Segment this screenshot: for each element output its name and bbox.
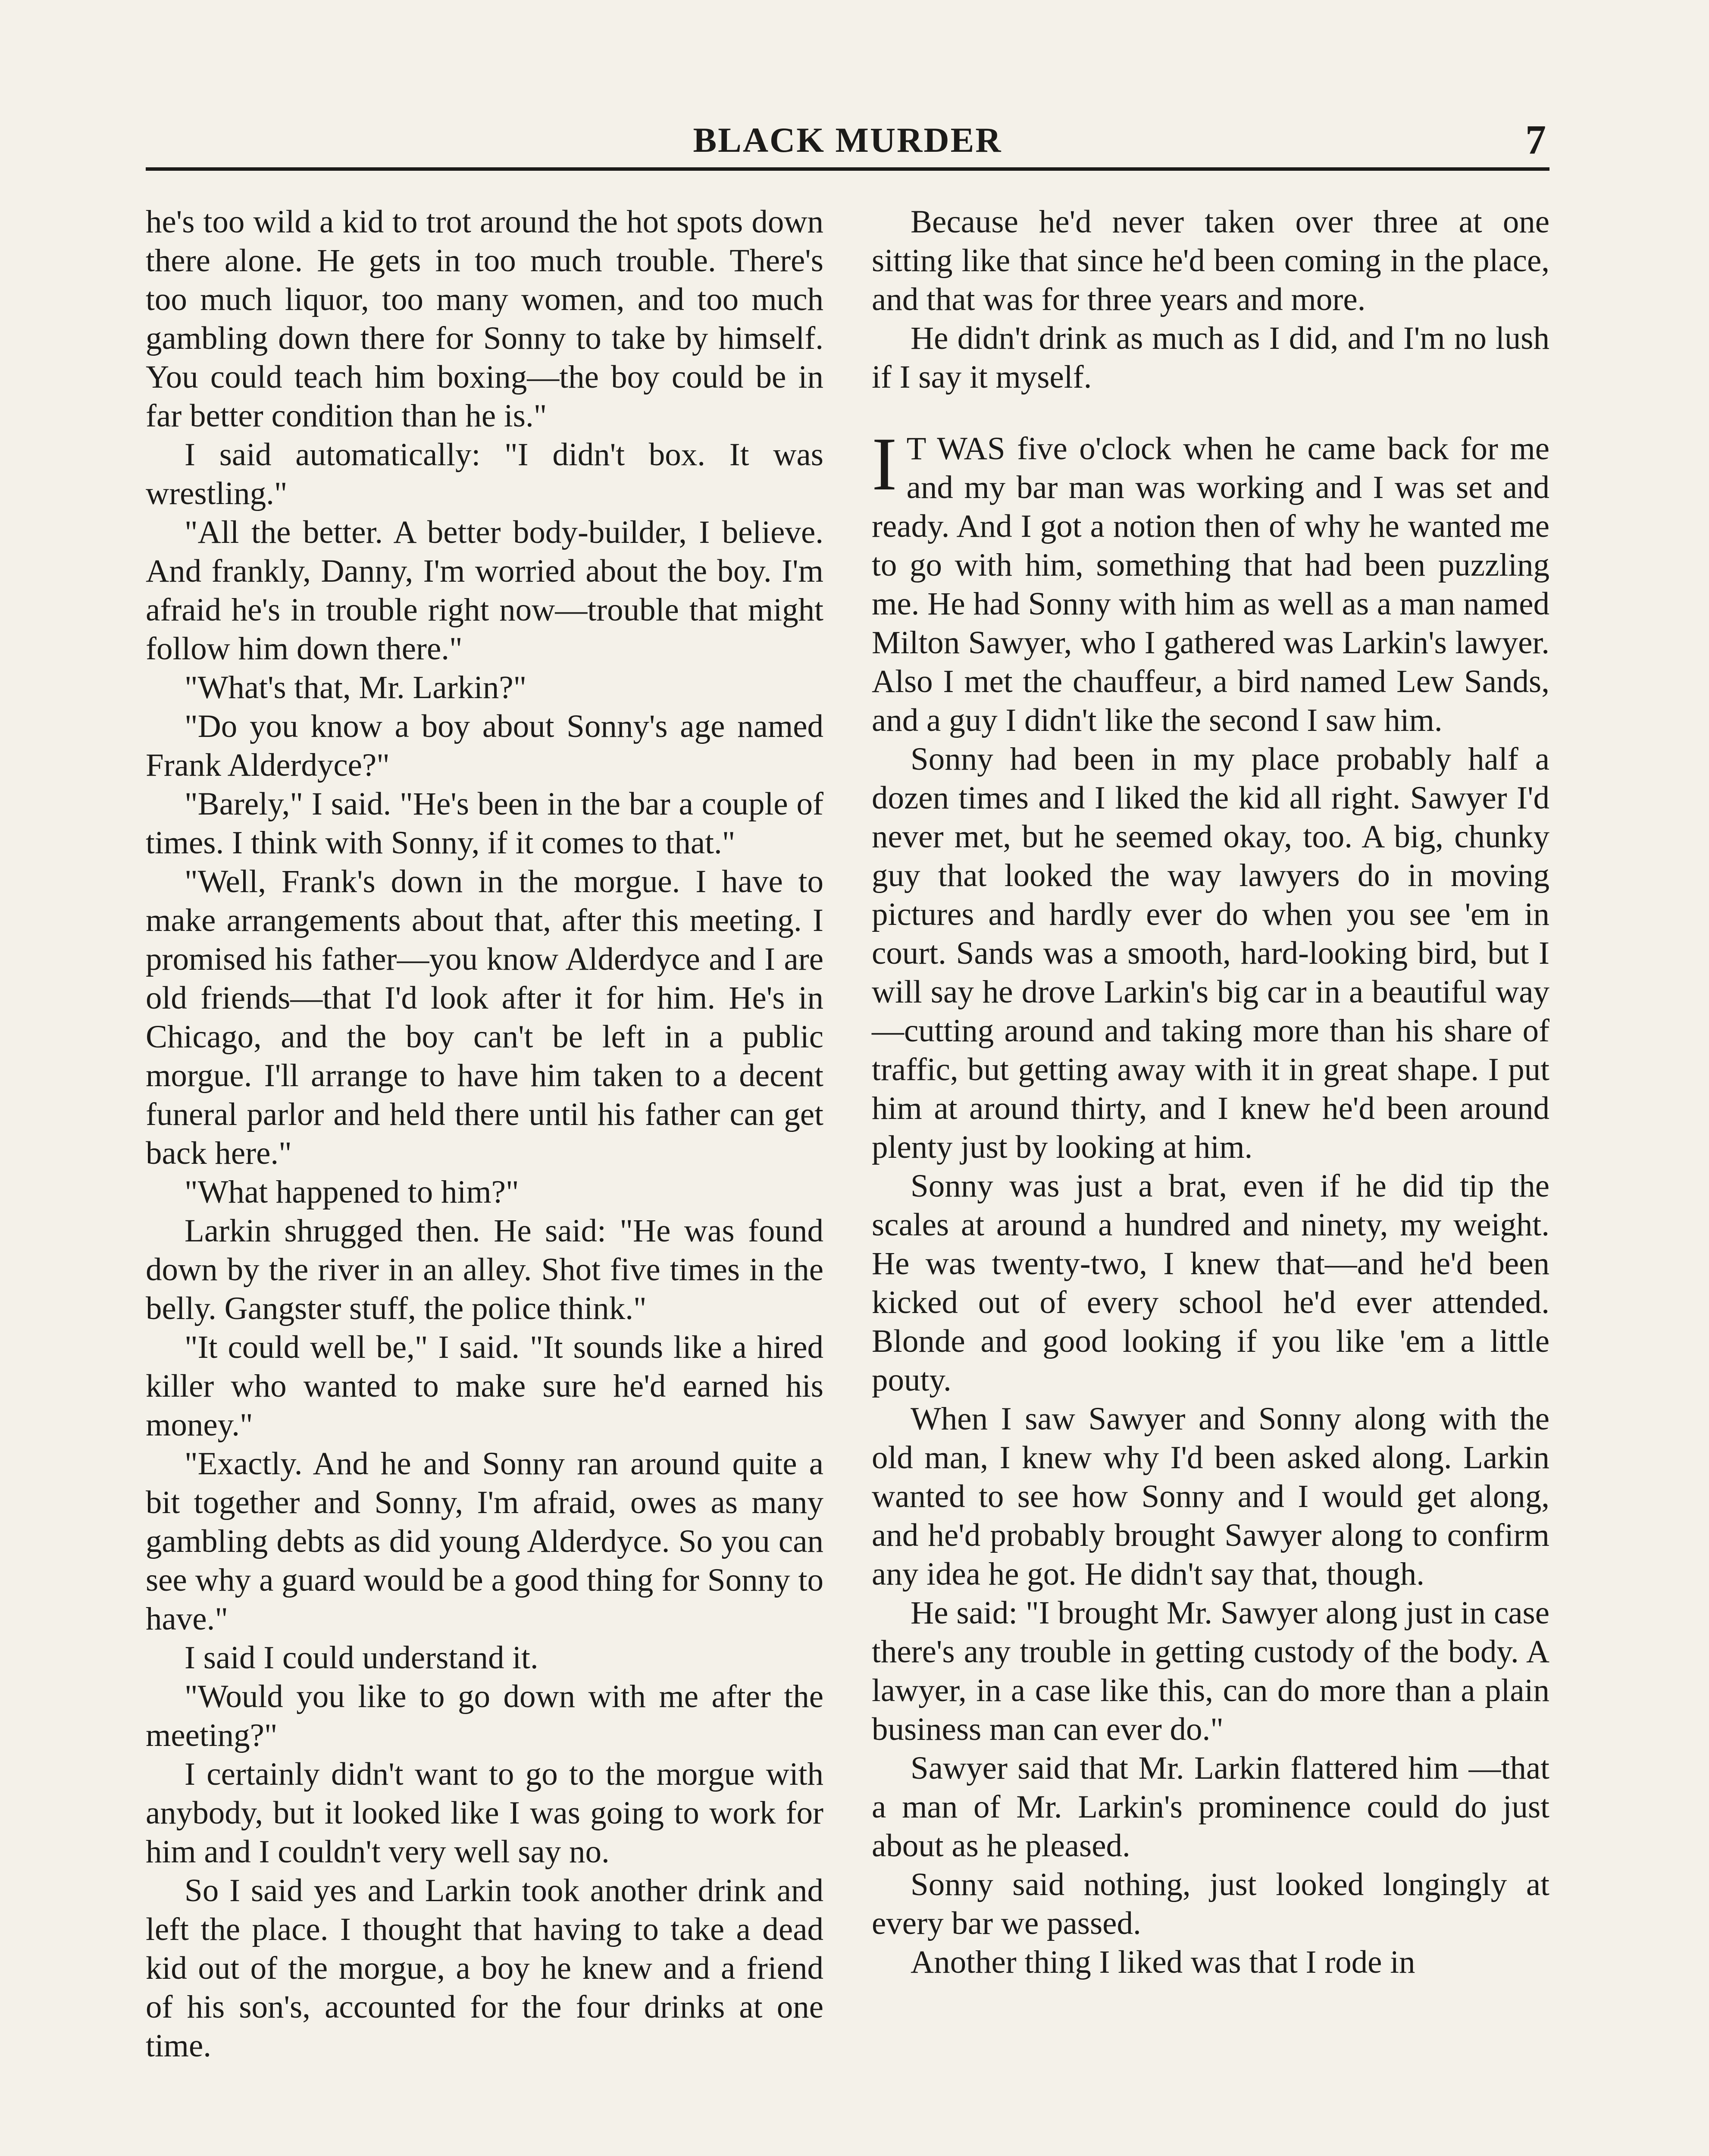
paragraph: He said: "I brought Mr. Sawyer along just in case there's any trouble in getting custody of the body. A lawyer, in a case like this, can do more than a plain business man can ever do." [872, 1595, 1549, 1747]
paragraph: Larkin shrugged then. He said: "He was found down by the river in an alley. Shot five times in the belly. Gangster stuff, the police think." [146, 1213, 823, 1326]
paragraph: "All the better. A better body-builder, I believe. And frankly, Danny, I'm worried about the boy. I'm afraid he's in trouble right now—trouble that might follow him down there." [146, 514, 823, 667]
header-rule [146, 167, 1549, 171]
paragraph: Another thing I liked was that I rode in [911, 1944, 1415, 1980]
paragraph: When I saw Sawyer and Sonny along with the old man, I knew why I'd been asked along. Larkin wanted to see how Sonny and I would get along, and he'd probably brought Sawyer along to confirm any idea he got. He didn't say that, though. [872, 1401, 1549, 1592]
running-title: BLACK MURDER [693, 120, 1002, 160]
paragraph: So I said yes and Larkin took another drink and left the place. I thought that having to take a dead kid out of the morgue, a boy he knew and a friend of his son's, accounted for the four drinks at one time. [146, 1873, 823, 2064]
paragraph: I said automatically: "I didn't box. It was wrestling." [146, 437, 823, 511]
paragraph: Sawyer said that Mr. Larkin flattered him —that a man of Mr. Larkin's prominence could do just about as he pleased. [872, 1750, 1549, 1864]
paragraph: He didn't drink as much as I did, and I'm no lush if I say it myself. [872, 320, 1549, 395]
section-opening-text: T WAS five o'clock when he came back for me and my bar man was working and I was set and ready. And I got a notion then of why he wanted me to go with him, something that had been puzzling me. He had Sonny with him as well as a man named Milton Sawyer, who I gathered was Larkin's lawyer. Also I met the chauffeur, a bird named Lew Sands, and a guy I didn't like the second I saw him. [872, 431, 1549, 738]
paragraph: I said I could understand it. [185, 1640, 538, 1676]
paragraph: "Exactly. And he and Sonny ran around quite a bit together and Sonny, I'm afraid, owes as many gambling debts as did young Alderdyce. So you can see why a guard would be a good thing for Sonny to have." [146, 1446, 823, 1637]
paragraph: "Barely," I said. "He's been in the bar a couple of times. I think with Sonny, if it comes to that." [146, 786, 823, 861]
running-header [146, 116, 1549, 172]
paragraph: "Well, Frank's down in the morgue. I have to make arrangements about that, after this meeting. I promised his father—you know Alderdyce and I are old friends—that I'd look after it for him. He's in Chicago, and the boy can't be left in a public morgue. I'll arrange to have him taken to a decent funeral parlor and held there until his father can get back here." [146, 864, 823, 1171]
paragraph: "What happened to him?" [185, 1174, 519, 1210]
paragraph: he's too wild a kid to trot around the hot spots down there alone. He gets in too much trouble. There's too much liquor, too many women, and too much gambling down there for Sonny to take by himself. You could teach him boxing—the boy could be in far better condition than he is." [146, 204, 823, 434]
paragraph: "It could well be," I said. "It sounds like a hired killer who wanted to make sure he'd earned his money." [146, 1329, 823, 1443]
drop-cap: I [872, 422, 897, 506]
paragraph: Because he'd never taken over three at one sitting like that since he'd been coming in the place, and that was for three years and more. [872, 204, 1549, 317]
left-column [146, 203, 823, 2065]
right-column [872, 203, 1549, 1982]
section-opening-paragraph [872, 422, 1549, 740]
paragraph: "What's that, Mr. Larkin?" [185, 670, 527, 705]
paragraph: "Do you know a boy about Sonny's age named Frank Alderdyce?" [146, 708, 823, 783]
page-number: 7 [1525, 116, 1546, 163]
paragraph: "Would you like to go down with me after the meeting?" [146, 1679, 823, 1753]
paragraph: Sonny was just a brat, even if he did tip the scales at around a hundred and ninety, my weight. He was twenty-two, I knew that—and he'd been kicked out of every school he'd ever attended. Blonde and good looking if you like 'em a little pouty. [872, 1168, 1549, 1398]
paragraph: I certainly didn't want to go to the morgue with anybody, but it looked like I was going to work for him and I couldn't very well say no. [146, 1756, 823, 1870]
paragraph: Sonny had been in my place probably half a dozen times and I liked the kid all right. Sawyer I'd never met, but he seemed okay, too. A big, chunky guy that looked the way lawyers do in moving pictures and hardly ever do when you see 'em in court. Sands was a smooth, hard-looking bird, but I will say he drove Larkin's big car in a beautiful way—cutting around and taking more than his share of traffic, but getting away with it in great shape. I put him at around thirty, and I knew he'd been around plenty just by looking at him. [872, 741, 1549, 1165]
paragraph: Sonny said nothing, just looked longingly at every bar we passed. [872, 1867, 1549, 1941]
